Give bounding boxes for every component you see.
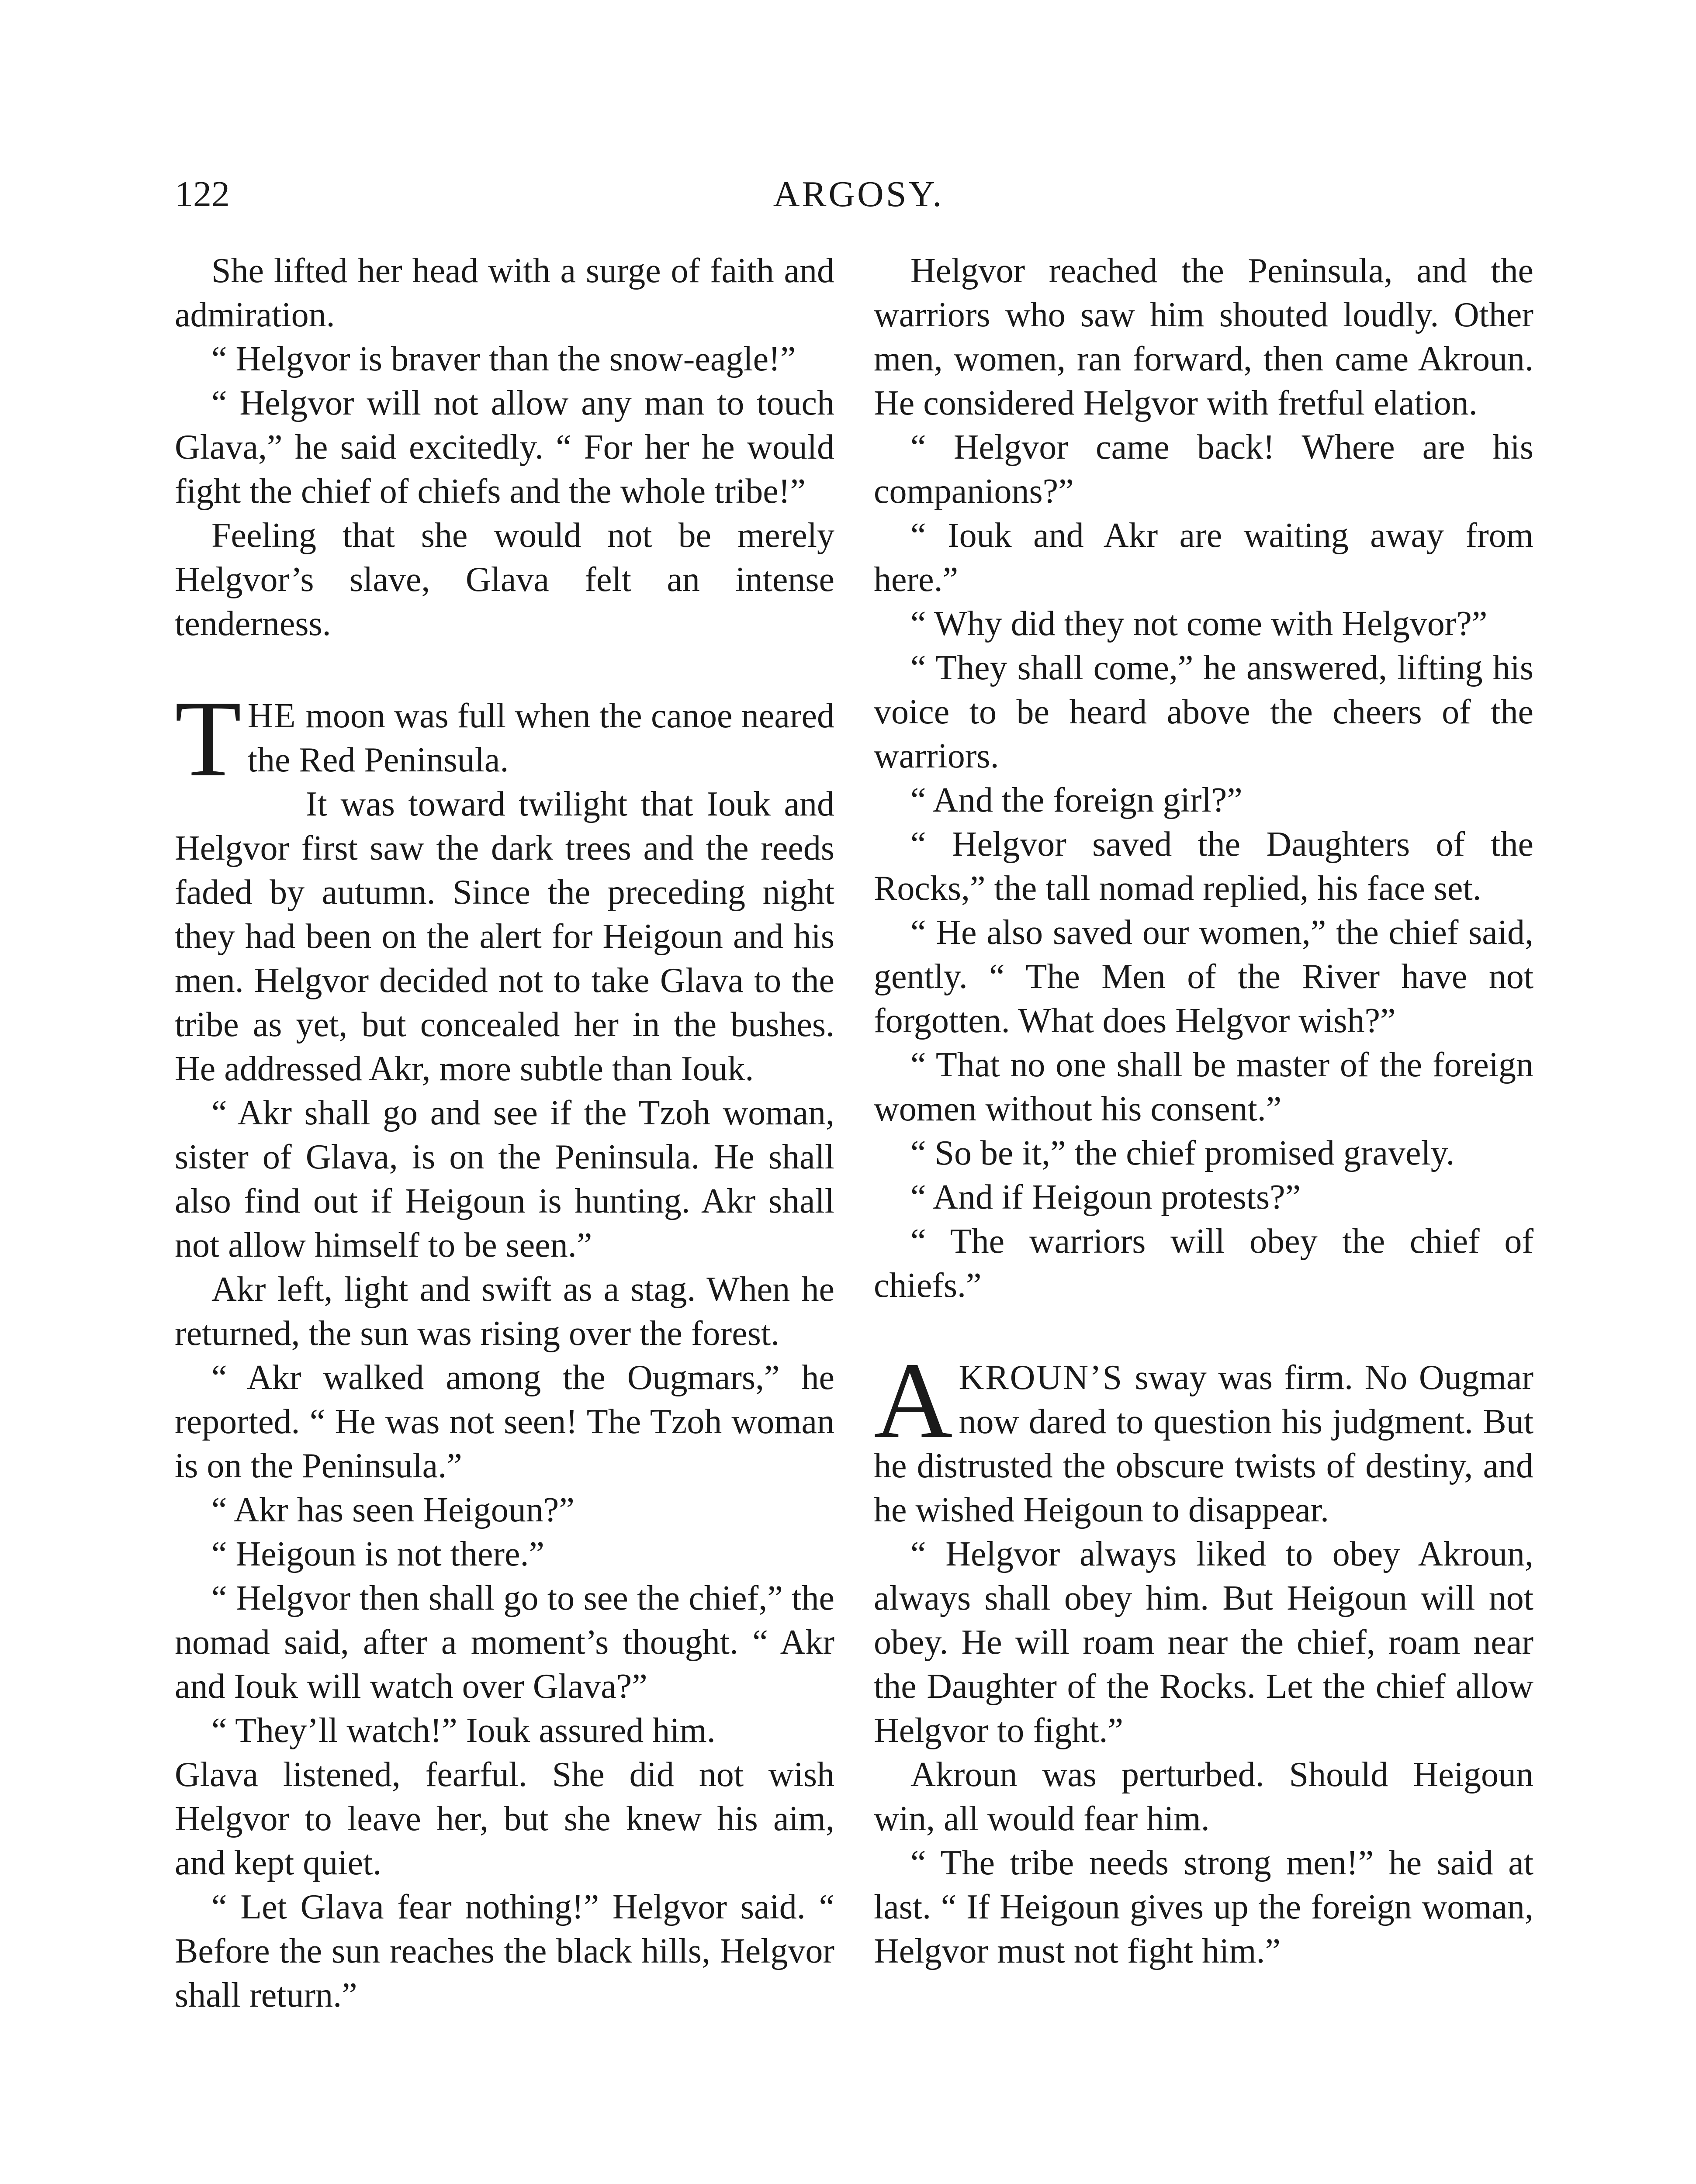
section-opening-text: moon was full when the canoe neared the Red Peninsula. — [247, 697, 834, 779]
paragraph: Akr left, light and swift as a stag. When he returned, the sun was rising over the forest. — [175, 1270, 834, 1353]
paragraph: “ The tribe needs strong men!” he said at last. “ If Heigoun gives up the foreign woman, Helgvor must not fight him.” — [874, 1844, 1533, 1970]
small-caps-lead: HE — [247, 697, 297, 735]
paragraph: “ Iouk and Akr are waiting away from here.” — [874, 516, 1533, 599]
left-column — [175, 249, 834, 2018]
paragraph: “ Helgvor is braver than the snow-eagle!” — [211, 340, 796, 378]
drop-cap: T — [175, 678, 242, 799]
paragraph: Akroun was perturbed. Should Heigoun win, all would fear him. — [874, 1755, 1533, 1838]
paragraph: “ Akr shall go and see if the Tzoh woman, sister of Glava, is on the Peninsula. He shall also find out if Heigoun is hunting. Akr shall not allow himself to be seen.” — [175, 1094, 834, 1265]
section-opening-text: sway was firm. No Ougmar now dared to question his judgment. But he distrusted the obscure twists of destiny, and he wished Heigoun to disappear. — [874, 1358, 1533, 1529]
paragraph: “ They’ll watch!” Iouk assured him. — [211, 1711, 716, 1750]
drop-cap: A — [874, 1340, 953, 1461]
page-number: 122 — [175, 174, 230, 214]
paragraph: It was toward twilight that Iouk and Helgvor first saw the dark trees and the reeds faded by autumn. Since the preceding night they had been on the alert for Heigoun and his men. Helgvor decided not to take Glava to the tribe as yet, but concealed her in the bushes. He addressed Akr, more subtle than Iouk. — [175, 785, 834, 1088]
paragraph: She lifted her head with a surge of faith and admiration. — [175, 252, 834, 334]
paragraph: “ Let Glava fear nothing!” Helgvor said. “ Before the sun reaches the black hills, Helgvor shall return.” — [175, 1888, 834, 2015]
paragraph: “ Akr has seen Heigoun?” — [211, 1491, 575, 1529]
paragraph: “ That no one shall be master of the foreign women without his consent.” — [874, 1046, 1533, 1128]
small-caps-lead: KROUN’S — [959, 1358, 1124, 1397]
paragraph: Glava listened, fearful. She did not wish Helgvor to leave her, but she knew his aim, and kept quiet. — [175, 1755, 834, 1882]
page-header — [175, 173, 1542, 221]
paragraph: “ And the foreign girl?” — [910, 781, 1243, 819]
paragraph: “ Helgvor always liked to obey Akroun, always shall obey him. But Heigoun will not obey. He will roam near the chief, roam near the Daughter of the Rocks. Let the chief allow Helgvor to fight.” — [874, 1535, 1533, 1750]
paragraph: “ Akr walked among the Ougmars,” he reported. “ He was not seen! The Tzoh woman is on the Peninsula.” — [175, 1358, 834, 1485]
running-title: ARGOSY. — [773, 174, 944, 214]
paragraph: Feeling that she would not be merely Helgvor’s slave, Glava felt an intense tenderness. — [175, 516, 834, 643]
paragraph: “ The warriors will obey the chief of chiefs.” — [874, 1222, 1533, 1305]
right-column — [874, 249, 1533, 1973]
paragraph: Helgvor reached the Peninsula, and the warriors who saw him shouted loudly. Other men, women, ran forward, then came Akroun. He considered Helgvor with fretful elation. — [874, 252, 1533, 422]
paragraph: “ Heigoun is not there.” — [211, 1535, 544, 1573]
section-opening-paragraph — [874, 1340, 1533, 1532]
paragraph: “ And if Heigoun protests?” — [910, 1178, 1301, 1216]
paragraph: “ Why did they not come with Helgvor?” — [910, 605, 1488, 643]
paragraph: “ Helgvor came back! Where are his companions?” — [874, 428, 1533, 511]
paragraph: “ So be it,” the chief promised gravely. — [910, 1134, 1455, 1172]
paragraph: “ They shall come,” he answered, lifting his voice to be heard above the cheers of the warriors. — [874, 649, 1533, 775]
section-opening-paragraph — [175, 678, 834, 799]
paragraph: “ Helgvor then shall go to see the chief,” the nomad said, after a moment’s thought. “ Akr and Iouk will watch over Glava?” — [175, 1579, 834, 1706]
paragraph: “ Helgvor will not allow any man to touch Glava,” he said excitedly. “ For her he would fight the chief of chiefs and the whole tribe!” — [175, 384, 834, 511]
section-break — [874, 1308, 1533, 1356]
paragraph: “ Helgvor saved the Daughters of the Rocks,” the tall nomad replied, his face set. — [874, 825, 1533, 908]
section-break — [175, 646, 834, 694]
paragraph: “ He also saved our women,” the chief said, gently. “ The Men of the River have not forgotten. What does Helgvor wish?” — [874, 913, 1533, 1040]
